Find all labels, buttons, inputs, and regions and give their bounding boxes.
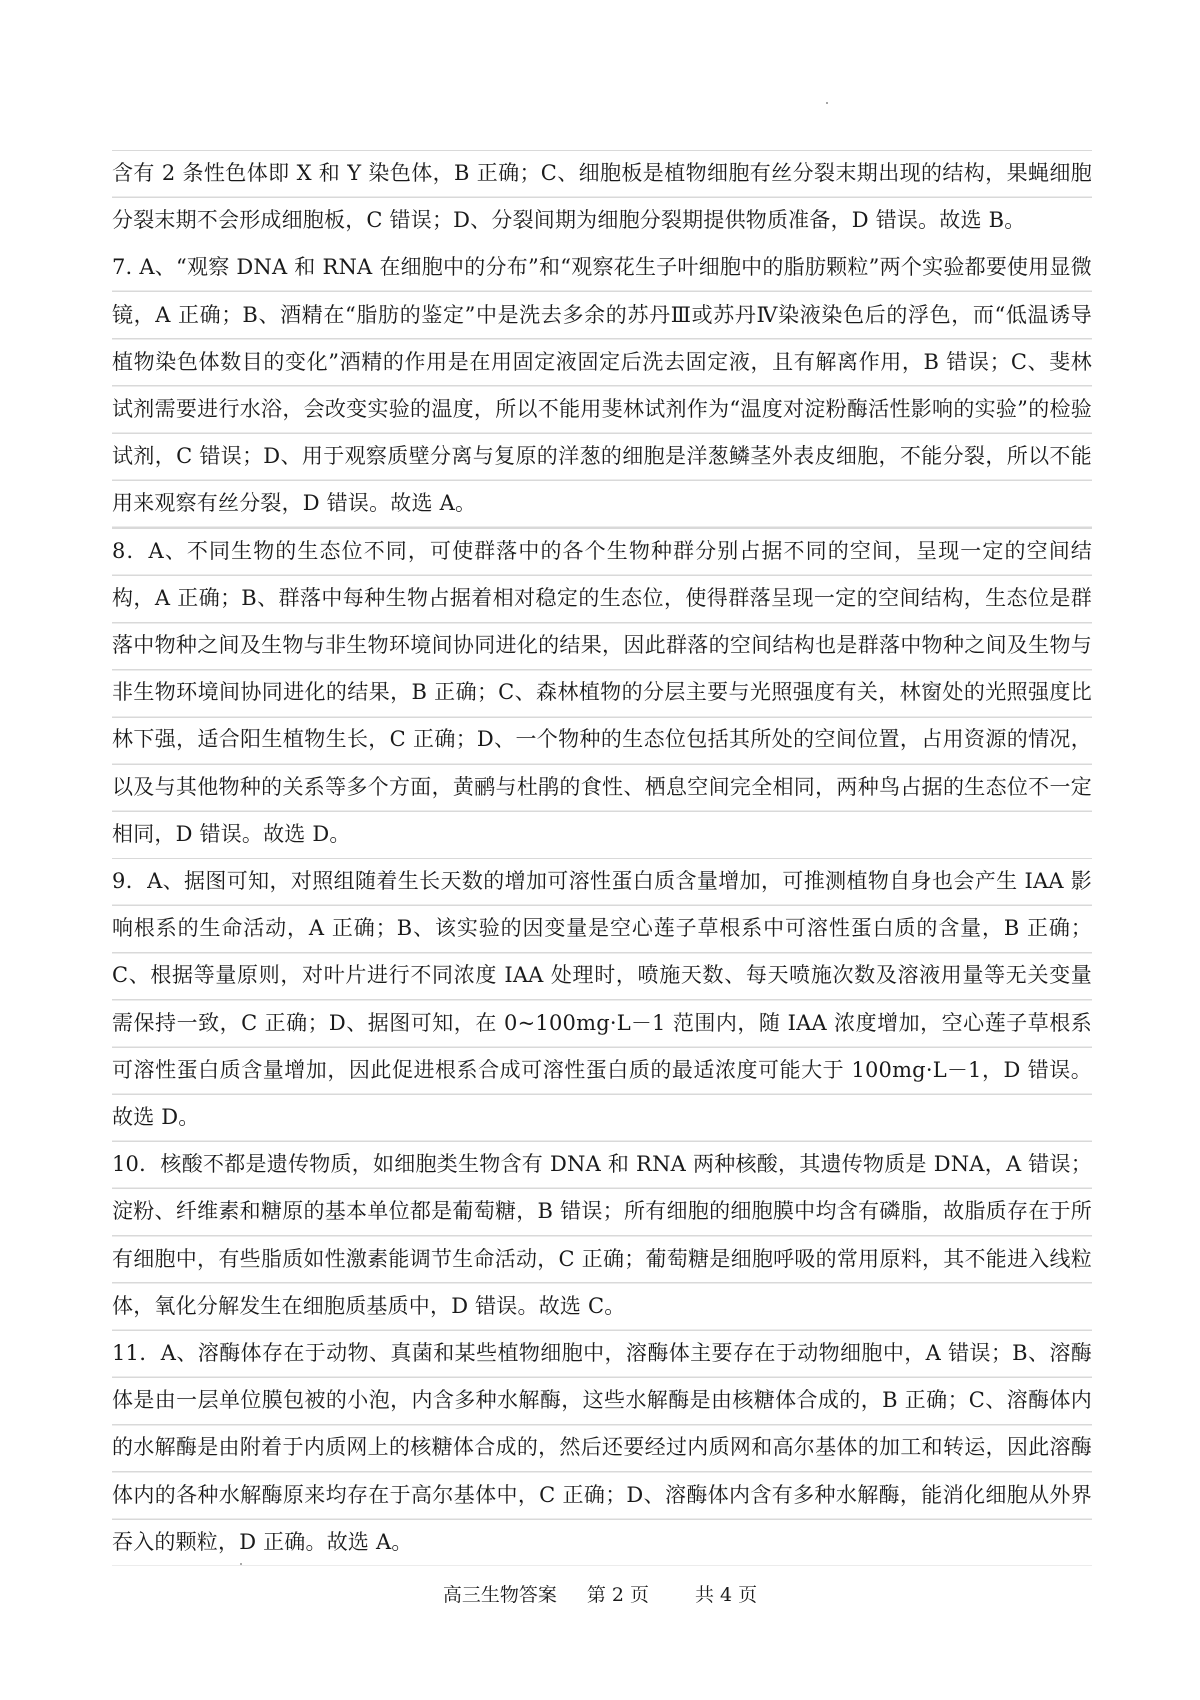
footer-total-pages: 共 4 页 (695, 1584, 758, 1606)
answer-paragraph-11: 11．A、溶酶体存在于动物、真菌和某些植物细胞中，溶酶体主要存在于动物细胞中，A 错误；B、溶酶体是由一层单位膜包被的小泡，内含多种水解酶，这些水解酶是由核糖体合成的，B 正确；C、溶酶体内的水解酶是由附着于内质网上的核糖体合成的，然后还要经过内质网和高尔基体的加工和转运，因此溶酶体内的各种水解酶原来均存在于高尔基体中，C 正确；D、溶酶体内含有多种水解酶，能消化细胞从外界吞入的颗粒，D 正确。故选 A。 (112, 1330, 1092, 1566)
page-footer (0, 1580, 1200, 1607)
answer-paragraph-6-continued: 含有 2 条性色体即 X 和 Y 染色体，B 正确；C、细胞板是植物细胞有丝分裂末期出现的结构，果蝇细胞分裂末期不会形成细胞板，C 错误；D、分裂间期为细胞分裂期提供物质准备，D 错误。故选 B。 (112, 150, 1092, 244)
answer-paragraph-9: 9．A、据图可知，对照组随着生长天数的增加可溶性蛋白质含量增加，可推测植物自身也会产生 IAA 影响根系的生命活动，A 正确；B、该实验的因变量是空心莲子草根系中可溶性蛋白质的含量，B 正确；C、根据等量原则，对叶片进行不同浓度 IAA 处理时，喷施天数、每天喷施次数及溶液用量等无关变量需保持一致，C 正确；D、据图可知，在 0~100mg·L－1 范围内，随 IAA 浓度增加，空心莲子草根系可溶性蛋白质含量增加，因此促进根系合成可溶性蛋白质的最适浓度可能大于 100mg·L－1，D 错误。故选 D。 (112, 858, 1092, 1141)
scan-speck-bottom (240, 1563, 242, 1565)
answer-content (112, 150, 1092, 1566)
answer-paragraph-8: 8．A、不同生物的生态位不同，可使群落中的各个生物种群分别占据不同的空间，呈现一定的空间结构，A 正确；B、群落中每种生物占据着相对稳定的生态位，使得群落呈现一定的空间结构，生态位是群落中物种之间及生物与非生物环境间协同进化的结果，因此群落的空间结构也是群落中物种之间及生物与非生物环境间协同进化的结果，B 正确；C、森林植物的分层主要与光照强度有关，林窗处的光照强度比林下强，适合阳生植物生长，C 正确；D、一个物种的生态位包括其所处的空间位置，占用资源的情况，以及与其他物种的关系等多个方面，黄鹂与杜鹃的食性、栖息空间完全相同，两种鸟占据的生态位不一定相同，D 错误。故选 D。 (112, 528, 1092, 858)
footer-page-number: 第 2 页 (586, 1584, 649, 1606)
footer-title: 高三生物答案 (442, 1584, 557, 1606)
answer-paragraph-7: 7. A、“观察 DNA 和 RNA 在细胞中的分布”和“观察花生子叶细胞中的脂肪颗粒”两个实验都要使用显微镜，A 正确；B、酒精在“脂肪的鉴定”中是洗去多余的苏丹Ⅲ或苏丹Ⅳ染液染色后的浮色，而“低温诱导植物染色体数目的变化”酒精的作用是在用固定液固定后洗去固定液，且有解离作用，B 错误；C、斐林试剂需要进行水浴，会改变实验的温度，所以不能用斐林试剂作为“温度对淀粉酶活性影响的实验”的检验试剂，C 错误；D、用于观察质壁分离与复原的洋葱的细胞是洋葱鳞茎外表皮细胞，不能分裂，所以不能用来观察有丝分裂，D 错误。故选 A。 (112, 244, 1092, 527)
scan-speck (826, 102, 828, 104)
answer-paragraph-10: 10．核酸不都是遗传物质，如细胞类生物含有 DNA 和 RNA 两种核酸，其遗传物质是 DNA，A 错误；淀粉、纤维素和糖原的基本单位都是葡萄糖，B 错误；所有细胞的细胞膜中均含有磷脂，故脂质存在于所有细胞中，有些脂质如性激素能调节生命活动，C 正确；葡萄糖是细胞呼吸的常用原料，其不能进入线粒体，氧化分解发生在细胞质基质中，D 错误。故选 C。 (112, 1141, 1092, 1330)
